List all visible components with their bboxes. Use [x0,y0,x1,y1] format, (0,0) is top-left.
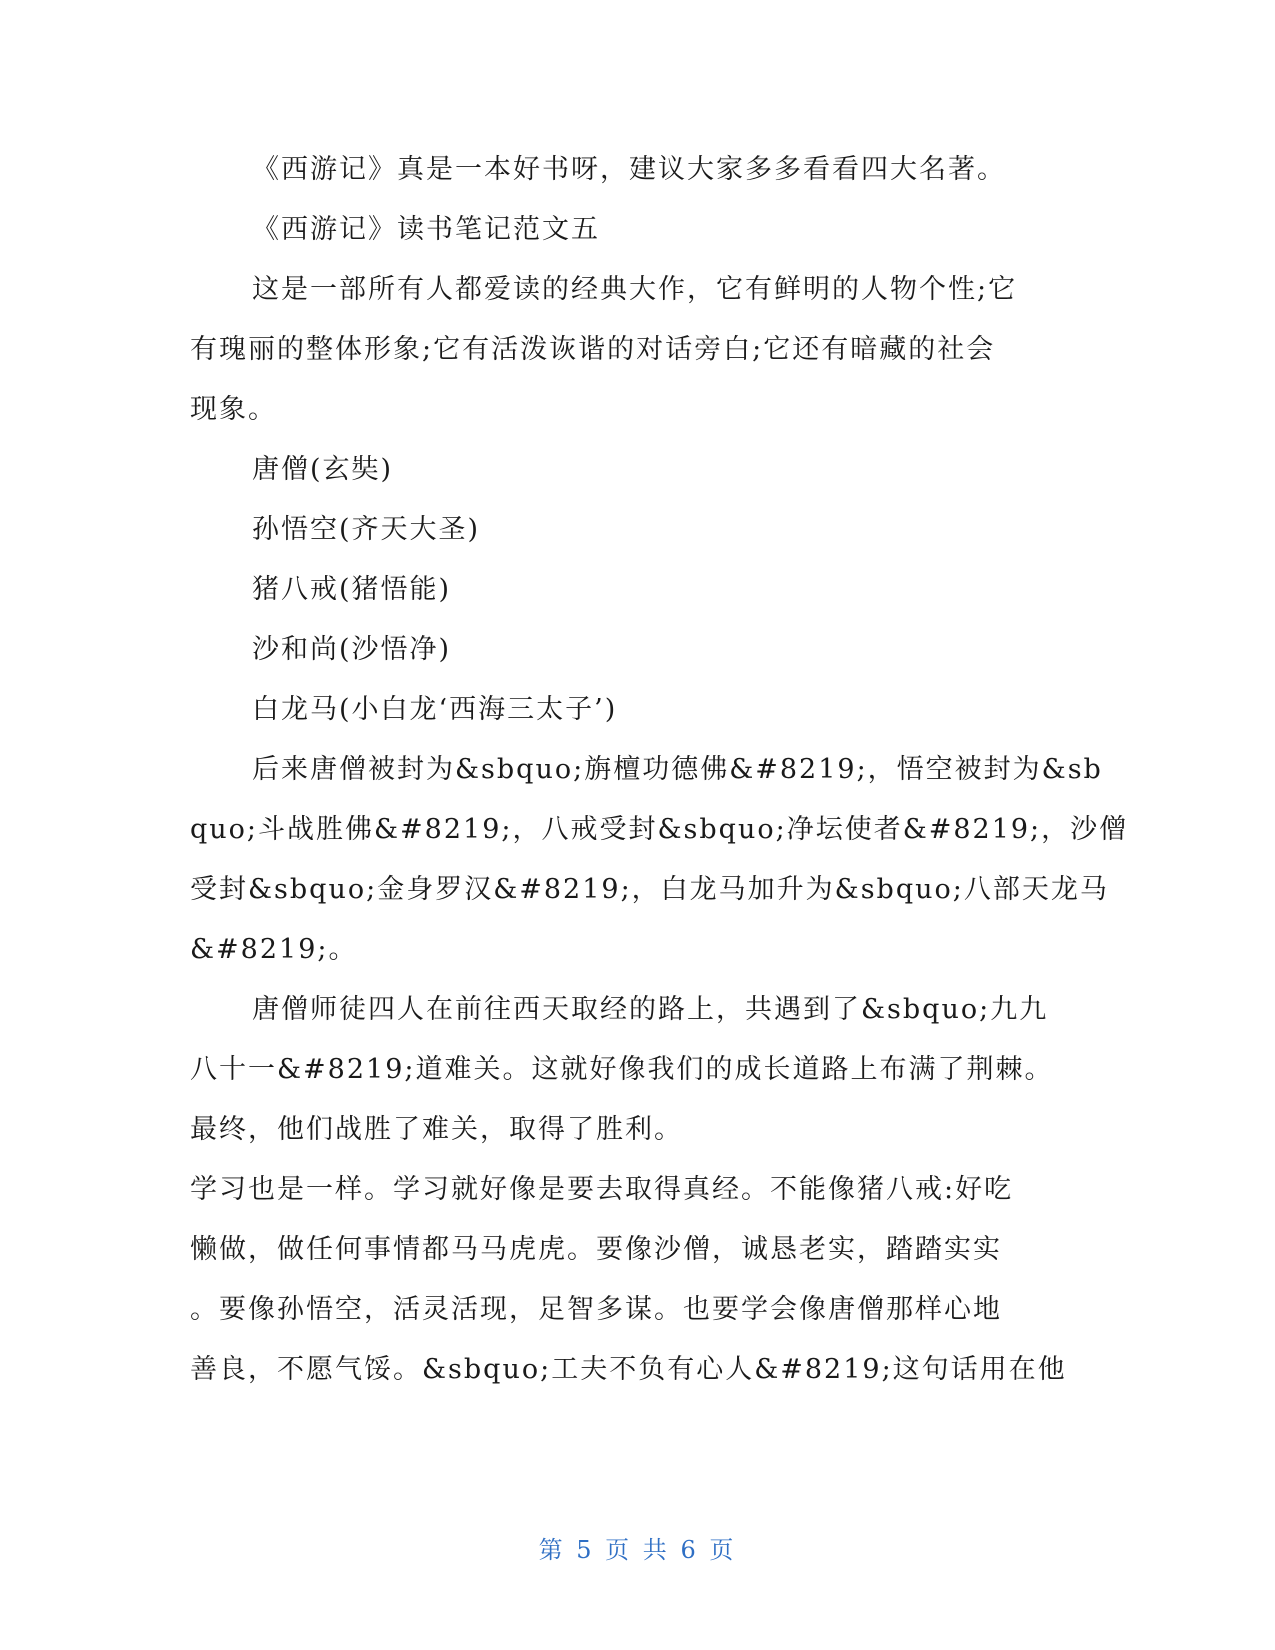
document-body [190,140,1129,1400]
paragraph-line: 受封&sbquo;金身罗汉&#8219;，白龙马加升为&sbquo;八部天龙马 [190,874,1109,905]
paragraph-line: 八十一&#8219;道难关。这就好像我们的成长道路上布满了荆棘。 [190,1054,1054,1085]
paragraph-line: 懒做，做任何事情都马马虎虎。要像沙僧，诚恳老实，踏踏实实 [190,1234,1002,1265]
paragraph-line: 唐僧师徒四人在前往西天取经的路上，共遇到了&sbquo;九九 [252,994,1049,1025]
page-number-footer: 第 5 页 共 6 页 [538,1536,737,1564]
paragraph-line: 《西游记》真是一本好书呀，建议大家多多看看四大名著。 [252,154,1006,185]
paragraph-line: 后来唐僧被封为&sbquo;旃檀功德佛&#8219;，悟空被封为&sb [252,754,1103,785]
paragraph-line: 这是一部所有人都爱读的经典大作，它有鲜明的人物个性;它 [252,274,1018,305]
paragraph-line: 。要像孙悟空，活灵活现，足智多谋。也要学会像唐僧那样心地 [190,1294,1002,1325]
paragraph-line: 有瑰丽的整体形象;它有活泼诙谐的对话旁白;它还有暗藏的社会 [190,334,996,365]
character-list-item: 唐僧(玄奘) [252,454,394,485]
paragraph-line: quo;斗战胜佛&#8219;，八戒受封&sbquo;净坛使者&#8219;，沙僧 [190,814,1129,845]
paragraph-line: &#8219;。 [190,934,358,965]
character-list-item: 沙和尚(沙悟净) [252,634,452,665]
paragraph-line: 学习也是一样。学习就好像是要去取得真经。不能像猪八戒:好吃 [190,1174,1014,1205]
character-list-item: 孙悟空(齐天大圣) [252,514,481,545]
paragraph-line: 最终，他们战胜了难关，取得了胜利。 [190,1114,683,1145]
character-list-item: 白龙马(小白龙‘西海三太子’) [252,694,618,725]
paragraph-line: 现象。 [190,394,277,425]
paragraph-line: 善良，不愿气馁。&sbquo;工夫不负有心人&#8219;这句话用在他 [190,1354,1067,1385]
section-heading: 《西游记》读书笔记范文五 [252,214,600,245]
character-list-item: 猪八戒(猪悟能) [252,574,452,605]
